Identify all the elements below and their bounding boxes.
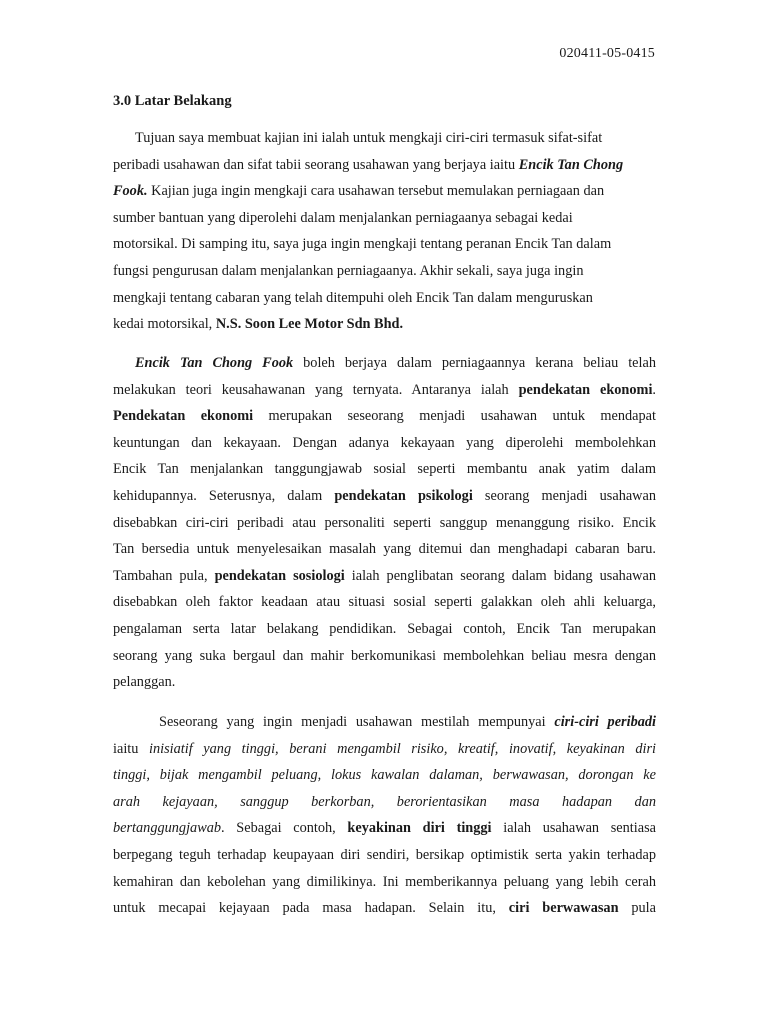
text-line bbox=[113, 152, 656, 179]
text: sumber bantuan yang diperolehi dalam menjalankan perniagaanya sebagai kedai bbox=[113, 209, 573, 226]
document-id: 020411-05-0415 bbox=[559, 46, 655, 61]
paragraph-1 bbox=[113, 125, 656, 338]
text: keuntungan dan kekayaan. Dengan adanya kekayaan yang diperolehi membolehkan bbox=[113, 434, 656, 451]
text: seorang menjadi usahawan bbox=[472, 487, 657, 504]
term-emphasis: pendekatan sosiologi bbox=[214, 567, 345, 584]
text: ialah usahawan sentiasa bbox=[491, 820, 657, 837]
text-line bbox=[113, 205, 656, 232]
text-line bbox=[113, 815, 656, 842]
company-name: N.S. Soon Lee Motor Sdn Bhd. bbox=[215, 316, 404, 333]
text: Tujuan saya membuat kajian ini ialah untuk mengkaji ciri-ciri termasuk sifat-sifat bbox=[135, 130, 603, 146]
text: untuk mecapai kejayaan pada masa hadapan. Selain itu, bbox=[113, 900, 509, 917]
text: kedai motorsikal, bbox=[113, 316, 216, 333]
term-emphasis: pendekatan ekonomi bbox=[518, 381, 653, 398]
paragraph-2 bbox=[113, 350, 656, 696]
text: pengalaman serta latar belakang pendidikan. Sebagai contoh, Encik Tan merupakan bbox=[113, 620, 656, 637]
text: mengkaji tentang cabaran yang telah ditempuhi oleh Encik Tan dalam menguruskan bbox=[113, 289, 593, 306]
text-line bbox=[113, 669, 656, 696]
text-line bbox=[113, 350, 656, 377]
italic-text: bertanggungjawab bbox=[113, 820, 222, 837]
text: pelanggan. bbox=[113, 674, 176, 691]
text-line bbox=[113, 709, 656, 736]
text-line bbox=[113, 736, 656, 763]
text-line bbox=[113, 231, 656, 258]
text-line bbox=[113, 762, 656, 789]
term-emphasis: Pendekatan ekonomi bbox=[113, 408, 254, 425]
italic-text: inisiatif yang tinggi, berani mengambil risiko, kreatif, inovatif, keyakinan diri bbox=[149, 740, 656, 757]
name-emphasis: Encik Tan Chong bbox=[518, 156, 624, 173]
text-line bbox=[113, 643, 656, 670]
text-line bbox=[113, 178, 656, 205]
text-line bbox=[113, 483, 656, 510]
text: disebabkan oleh faktor keadaan atau situasi sosial seperti galakkan oleh ahli keluarga, bbox=[113, 594, 656, 611]
text: Encik Tan menjalankan tanggungjawab sosial seperti membantu anak yatim dalam bbox=[113, 461, 656, 478]
term-emphasis: pendekatan psikologi bbox=[334, 487, 473, 504]
italic-text: tinggi, bijak mengambil peluang, lokus kawalan dalaman, berwawasan, dorongan ke bbox=[113, 767, 656, 784]
name-emphasis: Encik Tan Chong Fook bbox=[135, 355, 294, 371]
text: disebabkan ciri-ciri peribadi atau personaliti seperti sanggup menanggung risiko. Encik bbox=[113, 514, 656, 531]
text-line bbox=[113, 563, 656, 590]
text-line bbox=[113, 789, 656, 816]
term-emphasis: keyakinan diri tinggi bbox=[347, 820, 492, 837]
name-emphasis: Fook. bbox=[113, 183, 148, 200]
text-line bbox=[113, 403, 656, 430]
text-line bbox=[113, 456, 656, 483]
text-line bbox=[113, 869, 656, 896]
term-emphasis: ciri-ciri peribadi bbox=[554, 714, 656, 730]
text: kehidupannya. Seterusnya, dalam bbox=[113, 487, 335, 504]
text: Kajian juga ingin mengkaji cara usahawan tersebut memulakan perniagaan dan bbox=[147, 183, 605, 200]
paragraph-3 bbox=[113, 709, 656, 922]
text: boleh berjaya dalam perniagaannya kerana beliau telah bbox=[293, 355, 656, 371]
text: . bbox=[652, 381, 656, 398]
text: Tan bersedia untuk menyelesaikan masalah yang ditemui dan menghadapi cabaran baru. bbox=[113, 541, 656, 558]
text: kemahiran dan kebolehan yang dimilikinya. Ini memberikannya peluang yang lebih cerah bbox=[113, 873, 656, 890]
text: pula bbox=[618, 900, 656, 917]
term-emphasis: ciri berwawasan bbox=[508, 900, 619, 917]
text: melakukan teori keusahawanan yang ternyata. Antaranya ialah bbox=[113, 381, 519, 398]
text-line bbox=[113, 377, 656, 404]
text-line bbox=[113, 430, 656, 457]
text: iaitu bbox=[113, 740, 150, 757]
text: merupakan seseorang menjadi usahawan untuk mendapat bbox=[253, 408, 656, 425]
text: Tambahan pula, bbox=[113, 567, 215, 584]
text-line bbox=[113, 311, 656, 338]
italic-text: arah kejayaan, sanggup berkorban, berorientasikan masa hadapan dan bbox=[113, 793, 656, 810]
text: ialah penglibatan seorang dalam bidang usahawan bbox=[344, 567, 656, 584]
text-line bbox=[113, 589, 656, 616]
text: fungsi pengurusan dalam menjalankan perniagaanya. Akhir sekali, saya juga ingin bbox=[113, 262, 584, 279]
section-heading: 3.0 Latar Belakang bbox=[113, 93, 232, 109]
text-line bbox=[113, 616, 656, 643]
text-line bbox=[113, 895, 656, 922]
text: . Sebagai contoh, bbox=[221, 820, 348, 837]
text-line bbox=[113, 842, 656, 869]
text-line bbox=[113, 125, 656, 152]
text-line bbox=[113, 285, 656, 312]
text: motorsikal. Di samping itu, saya juga ingin mengkaji tentang peranan Encik Tan dalam bbox=[113, 236, 612, 253]
text: peribadi usahawan dan sifat tabii seorang usahawan yang berjaya iaitu bbox=[113, 156, 519, 173]
text: Seseorang yang ingin menjadi usahawan mestilah mempunyai bbox=[159, 714, 555, 730]
text: seorang yang suka bergaul dan mahir berkomunikasi membolehkan beliau mesra dengan bbox=[113, 647, 656, 664]
text-line bbox=[113, 258, 656, 285]
text-line bbox=[113, 510, 656, 537]
text-line bbox=[113, 536, 656, 563]
text: berpegang teguh terhadap keupayaan diri sendiri, bersikap optimistik serta yakin terhadap bbox=[113, 846, 656, 863]
